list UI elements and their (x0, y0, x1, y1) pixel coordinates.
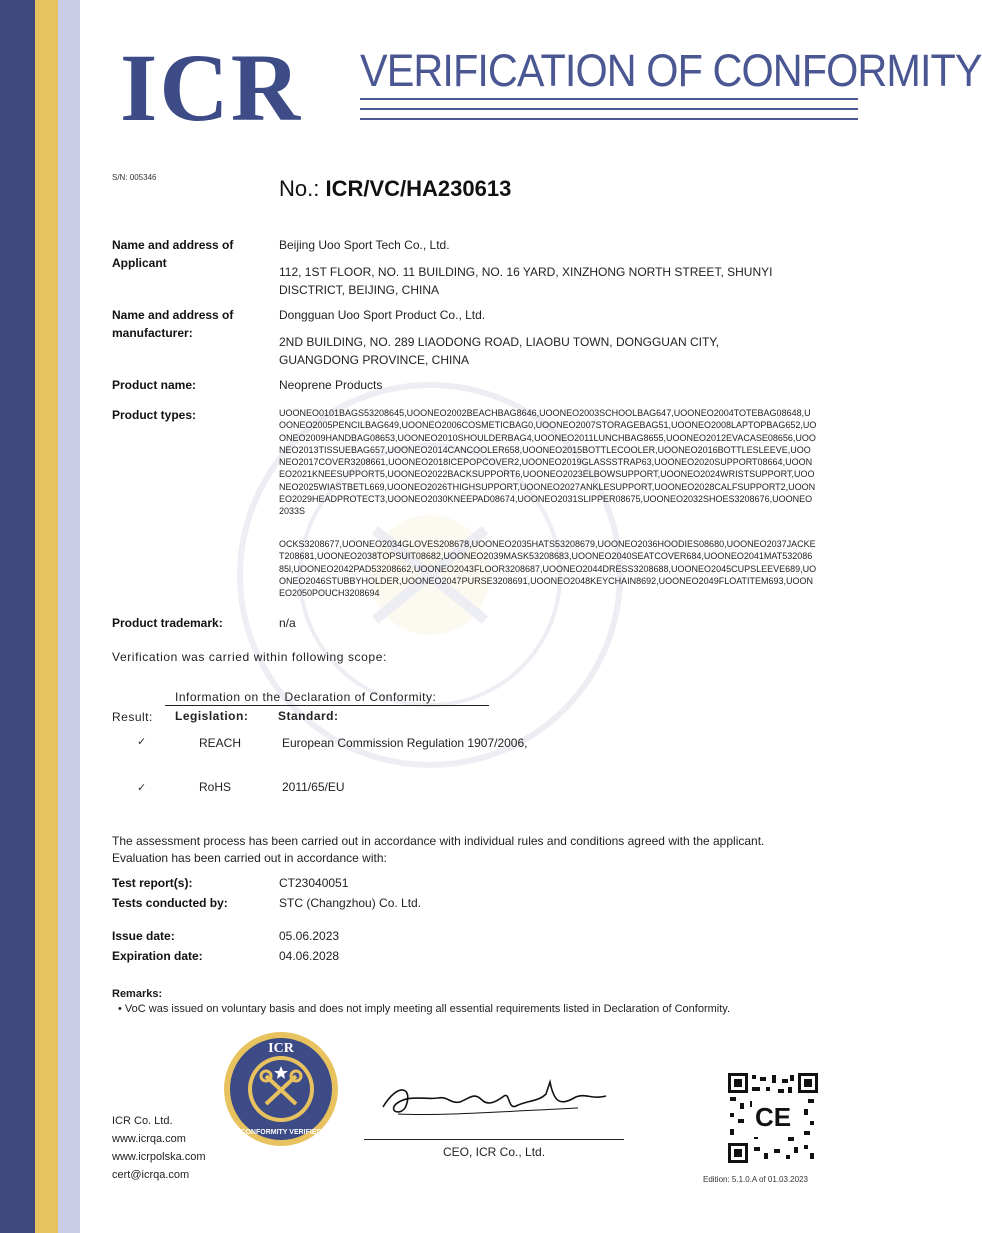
signature-title: CEO, ICR Co., Ltd. (443, 1145, 546, 1159)
applicant-address-line1: 112, 1ST FLOOR, NO. 11 BUILDING, NO. 16 YARD, XINZHONG NORTH STREET, SHUNYI (279, 265, 773, 279)
assessment-statement (112, 833, 832, 867)
standard-rohs: 2011/65/EU (282, 780, 345, 794)
info-header-rule (165, 705, 489, 706)
signature-line (364, 1139, 624, 1140)
left-stripe-gold (35, 0, 58, 1233)
title-underline-3 (360, 118, 858, 120)
icr-logo: ICR (120, 34, 303, 141)
applicant-label-line1: Name and address of (112, 238, 234, 252)
legislation-label: Legislation: (175, 709, 249, 723)
product-types-list-2: OCKS3208677,UOONEO2034GLOVES208678,UOONEO2035HATS53208679,UOONEO2036HOODIES08680,UOONEO2037JACKET208681,UOONEO2038TOPSUIT08682,UOONEO2039MASK53208683,UOONEO2040SEATCOVER684,UOONEO2041MAT53208685l,UOONEO2042PAD53208662,UOONEO2043FLOOR3208687,UOONEO2044DRESS3208688,UOONEO2045CUPSLEEVE689,UOONEO2046STUBBYHOLDER,UOONEO2047PURSE3208691,UOONEO2048KEYCHAIN8692,UOONEO2049FLOATITEM693,UOONEO2050POUCH3208694 (279, 539, 817, 599)
manufacturer-address (279, 333, 719, 369)
certificate-number (279, 176, 511, 202)
standard-label: Standard: (278, 709, 339, 723)
icr-seal-icon (222, 1030, 340, 1148)
manufacturer-label-line2: manufacturer: (112, 326, 193, 340)
applicant-address (279, 263, 772, 299)
trademark-label: Product trademark: (112, 616, 223, 630)
manufacturer-address-line2: GUANGDONG PROVINCE, CHINA (279, 353, 470, 367)
signature (378, 1072, 613, 1134)
test-report-value: CT23040051 (279, 876, 349, 890)
check-icon: ✓ (137, 736, 147, 748)
check-icon: ✓ (137, 782, 147, 794)
left-stripe-lavender (58, 0, 80, 1233)
manufacturer-label-line1: Name and address of (112, 308, 234, 322)
product-types-label: Product types: (112, 408, 197, 422)
edition-info: Edition: 5.1.0.A of 01.03.2023 (703, 1175, 808, 1184)
product-types-list-1: UOONEO0101BAGS53208645,UOONEO2002BEACHBAG8646,UOONEO2003SCHOOLBAG647,UOONEO2004TOTEBAG08648,UOONEO2005PENCILBAG649,UOONEO2006COSMETICBAG0,UOONEO2007STORAGEBAG51,UOONEO2008LAPTOPBAG652,UOONEO2009HANDBAG08653,UOONEO2010SHOULDERBAG4,UOONEO2011LUNCHBAG8655,UOONEO2012EVACASE08656,UOONEO2013TISSUEBAG657,UOONEO2014CANCOOLER658,UOONEO2015BOTTLECOOLER,UOONEO2016BOTTLESLEEVE,UOONEO2017COVER3208661,UOONEO2018ICEPOPCOVER2,UOONEO2019GLASSSTRAP63,UOONEO2020SUPPORT08664,UOONEO2021KNEESUPPORT5,UOONEO2022BACKSUPPORT6,UOONEO2023ELBOWSUPPORT,UOONEO2024WRISTSUPPORT,UOONEO2025WIASTBETL669,UOONEO2026THIGHSUPPORT,UOONEO2027ANKLESUPPORT,UOONEO2028CALFSUPPORT2,UOONEO2029HEADPROTECT3,UOONEO2030KNEEPAD08674,UOONEO2031SLIPPER08675,UOONEO2032SHOES3208676,UOONEO2033S (279, 408, 817, 517)
seal-top-text: ICR (268, 1041, 294, 1056)
remarks-bullet: • VoC was issued on voluntary basis and does not imply meeting all essential requirements listed in Declaration of Conformity. (118, 1003, 731, 1015)
legislation-reach: REACH (199, 736, 242, 750)
certificate-number-prefix: No.: (279, 176, 320, 201)
scope-text: Verification was carried within following scope: (112, 650, 387, 664)
contact-website-2: www.icrpolska.com (112, 1151, 206, 1163)
info-header: Information on the Declaration of Conformity: (175, 690, 437, 704)
tests-conducted-value: STC (Changzhou) Co. Ltd. (279, 896, 422, 910)
result-label: Result: (112, 710, 153, 724)
seal-ring-text: CONFORMITY VERIFIED (240, 1129, 322, 1136)
legislation-rohs: RoHS (199, 780, 232, 794)
applicant-label (112, 236, 233, 272)
standard-reach: European Commission Regulation 1907/2006, (282, 736, 528, 750)
document-title: VERIFICATION OF CONFORMITY (360, 45, 982, 96)
certificate-number-value: ICR/VC/HA230613 (325, 176, 512, 201)
ce-mark: CE (754, 1102, 792, 1132)
applicant-label-line2: Applicant (112, 256, 167, 270)
contact-website-1: www.icrqa.com (112, 1133, 186, 1145)
expiration-date-label: Expiration date: (112, 949, 203, 963)
manufacturer-address-line1: 2ND BUILDING, NO. 289 LIAODONG ROAD, LIAOBU TOWN, DONGGUAN CITY, (279, 335, 720, 349)
serial-number: S/N: 005346 (112, 173, 157, 182)
contact-company: ICR Co. Ltd. (112, 1115, 173, 1127)
applicant-name: Beijing Uoo Sport Tech Co., Ltd. (279, 238, 450, 252)
contact-email: cert@icrqa.com (112, 1169, 190, 1181)
qr-code-icon (728, 1073, 818, 1163)
test-report-label: Test report(s): (112, 876, 193, 890)
issue-date-value: 05.06.2023 (279, 929, 340, 943)
assessment-line2: Evaluation has been carried out in accordance with: (112, 851, 387, 865)
expiration-date-value: 04.06.2028 (279, 949, 340, 963)
remarks-title: Remarks: (112, 988, 163, 1000)
issue-date-label: Issue date: (112, 929, 175, 943)
title-underline-1 (360, 98, 858, 100)
trademark-value: n/a (279, 616, 296, 630)
applicant-address-line2: DISCTRICT, BEIJING, CHINA (279, 283, 440, 297)
assessment-line1: The assessment process has been carried out in accordance with individual rules and conditions agreed with the applicant. (112, 834, 765, 848)
title-underline-2 (360, 108, 858, 110)
product-name-value: Neoprene Products (279, 378, 383, 392)
left-stripe-navy (0, 0, 35, 1233)
manufacturer-label (112, 306, 233, 342)
product-name-label: Product name: (112, 378, 197, 392)
tests-conducted-label: Tests conducted by: (112, 896, 228, 910)
manufacturer-name: Dongguan Uoo Sport Product Co., Ltd. (279, 308, 486, 322)
